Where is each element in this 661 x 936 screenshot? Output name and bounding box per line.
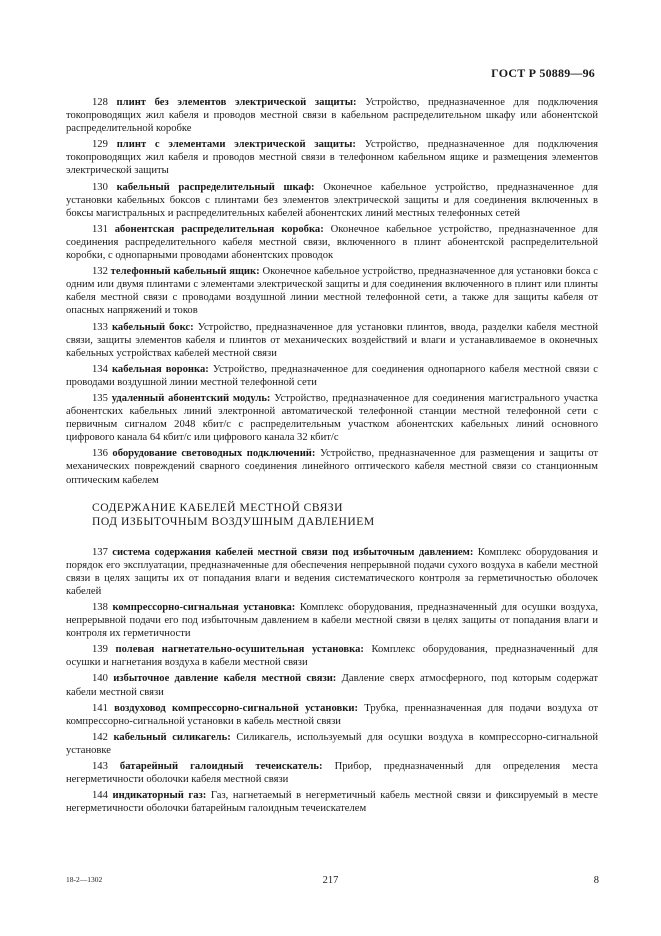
term-entry bbox=[66, 643, 598, 669]
term-definition: Трубка, пренназначенная для подачи воздуха от компрессорно-сигнальной установки в кабель местной связи bbox=[66, 702, 598, 727]
term-title: избыточное давление кабеля местной связи: bbox=[113, 673, 337, 685]
term-title: кабельный распределительный шкаф: bbox=[116, 181, 315, 193]
term-number: 142 bbox=[92, 731, 108, 743]
term-title: индикаторный газ: bbox=[112, 790, 207, 802]
term-entry bbox=[66, 138, 598, 177]
term-title: оборудование световодных подключений: bbox=[112, 448, 316, 460]
term-definition: Оконечное кабельное устройство, предназначенное для установки бокса с одним или двумя плинтами с элементами электрической защиты и для соединения включенного в плинт или плинты кабеля местной связи с проводами воздушной линии местной телефонной сети, а также для защиты кабеля от опасных напряжений и токов bbox=[66, 266, 598, 317]
term-list-devices bbox=[66, 96, 598, 487]
term-definition: Оконечное кабельное устройство, предназначенное для соединения распределительного кабеля местной связи, включенного в плинт абонентской распределительной коробки, с однопарными проводами абонентских проводок bbox=[66, 223, 598, 262]
term-entry bbox=[66, 789, 598, 815]
term-number: 135 bbox=[92, 392, 108, 404]
term-entry bbox=[66, 447, 598, 486]
term-title: абонентская распределительная коробка: bbox=[114, 223, 324, 235]
term-title: система содержания кабелей местной связи под избыточным давлением: bbox=[112, 546, 474, 558]
term-title: кабельная воронка: bbox=[111, 363, 209, 375]
term-list-pressure bbox=[66, 546, 598, 816]
term-entry bbox=[66, 363, 598, 389]
term-number: 138 bbox=[92, 602, 108, 613]
term-number: 129 bbox=[92, 139, 108, 151]
term-number: 133 bbox=[92, 321, 108, 333]
section-heading-line: ПОД ИЗБЫТОЧНЫМ ВОЗДУШНЫМ ДАВЛЕНИЕМ bbox=[92, 515, 375, 529]
document-body bbox=[66, 96, 598, 818]
term-definition: Устройство, предназначенное для установки плинтов, ввода, разделки кабеля местной связи, защиты элементов кабеля и плинтов от механических воздействий и влаги и устанавливаемое в оконечных кабельных устройствах кабелей местной связи bbox=[66, 321, 599, 359]
term-definition: Комплекс оборудования, предназначенный для осушки воздуха, непрерывной подачи его под избыточным давлением в кабели местной связи в целях защиты от попадания влаги и контроля их герметичности bbox=[66, 602, 598, 640]
term-entry bbox=[66, 321, 598, 360]
term-number: 128 bbox=[92, 97, 108, 108]
term-entry bbox=[66, 265, 598, 317]
term-definition: Силикагель, используемый для осушки воздуха в компрессорно-сигнальной установке bbox=[66, 731, 598, 756]
term-entry bbox=[66, 392, 598, 444]
term-title: батарейный галоидный течеискатель: bbox=[119, 761, 323, 773]
term-number: 143 bbox=[92, 761, 108, 773]
sheet-number: 8 bbox=[593, 875, 599, 886]
term-number: 144 bbox=[92, 790, 108, 802]
term-title: воздуховод компрессорно-сигнальной установки: bbox=[114, 702, 358, 714]
term-title: телефонный кабельный ящик: bbox=[110, 266, 260, 278]
term-title: плинт без элементов электрической защиты: bbox=[116, 97, 357, 108]
term-definition: Устройство, предназначенное для подключения токопроводящих жил кабеля и проводов местной связи в кабельном распределительном шкафу или абонентской распределительной коробке bbox=[66, 97, 598, 135]
section-heading-line: СОДЕРЖАНИЕ КАБЕЛЕЙ МЕСТНОЙ СВЯЗИ bbox=[92, 500, 343, 514]
print-code: 18-2—1302 bbox=[66, 875, 103, 884]
term-entry bbox=[66, 601, 598, 640]
term-definition: Газ, нагнетаемый в негерметичный кабель местной связи и фиксируемый в месте негерметичности оболочки батарейным галоидным течеискателем bbox=[66, 790, 598, 815]
term-number: 139 bbox=[92, 644, 108, 656]
term-title: полевая нагнетательно-осушительная установка: bbox=[115, 644, 364, 656]
term-entry bbox=[66, 672, 598, 698]
term-number: 136 bbox=[92, 448, 108, 460]
term-definition: Устройство, предназначенное для размещения и защиты от механических повреждений сварного соединения линейного оптического кабеля местной связи со станционным оптическим кабелем bbox=[66, 448, 598, 486]
term-entry bbox=[66, 96, 598, 135]
term-number: 134 bbox=[92, 363, 108, 375]
term-entry bbox=[66, 702, 598, 728]
term-entry bbox=[66, 181, 598, 220]
term-title: компрессорно-сигнальная установка: bbox=[112, 602, 296, 613]
term-number: 140 bbox=[92, 673, 108, 685]
term-definition: Комплекс оборудования и порядок его эксплуатации, предназначенные для обеспечения непрерывной подачи сухого воздуха в кабели местной связи в целях защиты их от попадания влаги и ведения систематического контроля за герметичностью оболочек кабелей bbox=[66, 546, 598, 597]
term-definition: Устройство, предназначенное для соединения магистрального участка абонентских кабельных линий электронной автоматической телефонной станции местной телефонной сети с первичным сигналом 2048 кбит/с с распределительным участком абонентских кабельных линий основного цифрового канала 64 кбит/с или цифрового канала 32 кбит/с bbox=[66, 392, 598, 444]
term-entry bbox=[66, 546, 598, 598]
term-number: 137 bbox=[92, 546, 108, 558]
term-entry bbox=[66, 760, 598, 786]
term-definition: Устройство, предназначенное для подключения токопроводящих жил кабеля и проводов местной связи в телефонном кабельном ящике и размещения элементов электрической защиты bbox=[66, 139, 598, 177]
term-title: кабельный силикагель: bbox=[113, 731, 231, 743]
term-number: 141 bbox=[92, 702, 108, 714]
page-number: 217 bbox=[322, 875, 339, 886]
term-number: 131 bbox=[92, 223, 108, 235]
section-heading bbox=[92, 501, 598, 530]
term-title: удаленный абонентский модуль: bbox=[111, 392, 271, 404]
term-entry bbox=[66, 223, 598, 262]
term-definition: Давление сверх атмосферного, под которым содержат кабели местной связи bbox=[66, 673, 598, 698]
term-definition: Комплекс оборудования, предназначенный для осушки и нагнетания воздуха в кабели местной связи bbox=[66, 644, 598, 669]
term-definition: Устройство, предназначенное для соединения однопарного кабеля местной связи с проводами воздушной линии местной телефонной сети bbox=[66, 363, 599, 388]
term-number: 132 bbox=[92, 266, 108, 278]
term-number: 130 bbox=[92, 181, 108, 193]
term-entry bbox=[66, 731, 598, 757]
term-definition: Прибор, предназначенный для определения места негерметичности оболочки кабеля местной связи bbox=[66, 761, 598, 786]
term-definition: Оконечное кабельное устройство, предназначенное для установки кабельных боксов с плинтами без элементов электрической защиты и для соединения включенных в боксы магистральных и распределительных кабелей абонентских линий местных телефонных сетей bbox=[66, 181, 599, 219]
term-title: кабельный бокс: bbox=[111, 321, 194, 333]
term-title: плинт с элементами электрической защиты: bbox=[116, 139, 356, 151]
document-code: ГОСТ Р 50889—96 bbox=[491, 66, 595, 80]
